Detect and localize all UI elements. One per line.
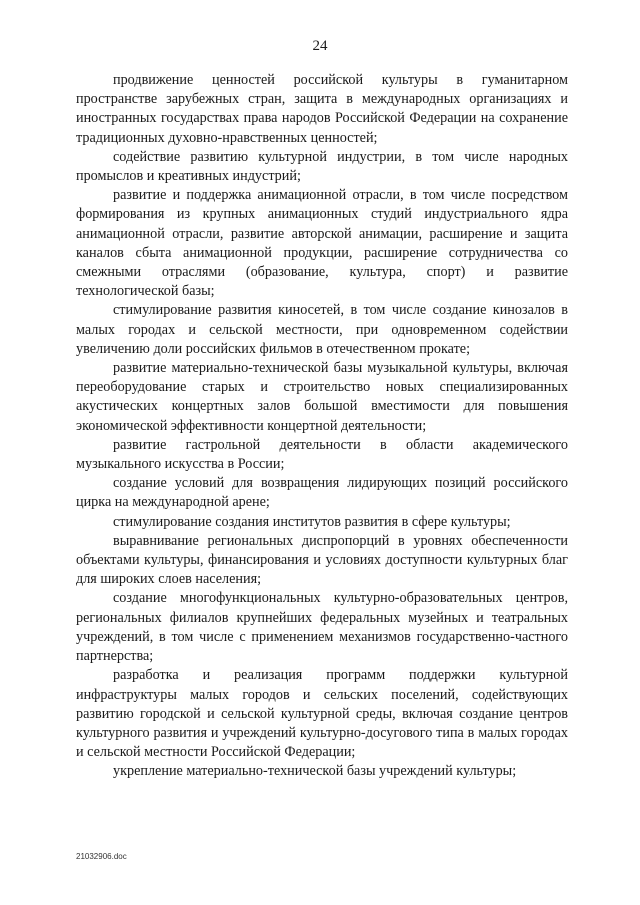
footer-filename: 21032906.doc xyxy=(76,852,127,861)
paragraph: создание условий для возвращения лидирующих позиций российского цирка на международной арене; xyxy=(76,475,568,511)
paragraph: содействие развитию культурной индустрии, в том числе народных промыслов и креативных индустрий; xyxy=(76,148,568,185)
paragraph: разработка и реализация программ поддержки культурной инфраструктуры малых городов и сельских поселений, содействующих развитию городской и сельской культурной среды, включая создание центров культурного развития и учреждений культурно-досугового типа в малых городах и сельской местности Российской Федерации; xyxy=(76,667,568,761)
paragraph: развитие материально-технической базы музыкальной культуры, включая переоборудование старых и строительство новых специализированных акустических концертных залов большой вместимости для повышения экономической эффективности концертной деятельности; xyxy=(76,360,568,434)
paragraph: стимулирование создания институтов развития в сфере культуры; xyxy=(113,513,511,530)
document-body xyxy=(76,71,568,782)
paragraph: стимулирование развития киносетей, в том числе создание кинозалов в малых городах и сельской местности, при одновременном содействии увеличению доли российских фильмов в отечественном прокате; xyxy=(76,302,568,357)
paragraph: развитие гастрольной деятельности в области академического музыкального искусства в России; xyxy=(76,436,568,473)
paragraph: укрепление материально-технической базы учреждений культуры; xyxy=(113,763,517,780)
paragraph: продвижение ценностей российской культуры в гуманитарном пространстве зарубежных стран, защита в международных организациях и иностранных государствах права народов Российской Федерации на сохранение традиционных духовно-нравственных ценностей; xyxy=(76,72,568,146)
paragraph: создание многофункциональных культурно-образовательных центров, региональных филиалов крупнейших федеральных музейных и театральных учреждений, в том числе с применением механизмов государственно-частного партнерства; xyxy=(76,590,568,665)
paragraph: развитие и поддержка анимационной отрасли, в том числе посредством формирования из крупных анимационных студий индустриального ядра анимационной отрасли, развитие авторской анимации, расширение и защита каналов сбыта анимационной продукции, расширение сотрудничества со смежными отраслями (образование, культура, спорт) и развитие технологической базы; xyxy=(76,187,568,300)
paragraph: выравнивание региональных диспропорций в уровнях обеспеченности объектами культуры, финансирования и условиях доступности культурных благ для широких слоев населения; xyxy=(76,532,568,588)
page-number: 24 xyxy=(312,38,328,54)
